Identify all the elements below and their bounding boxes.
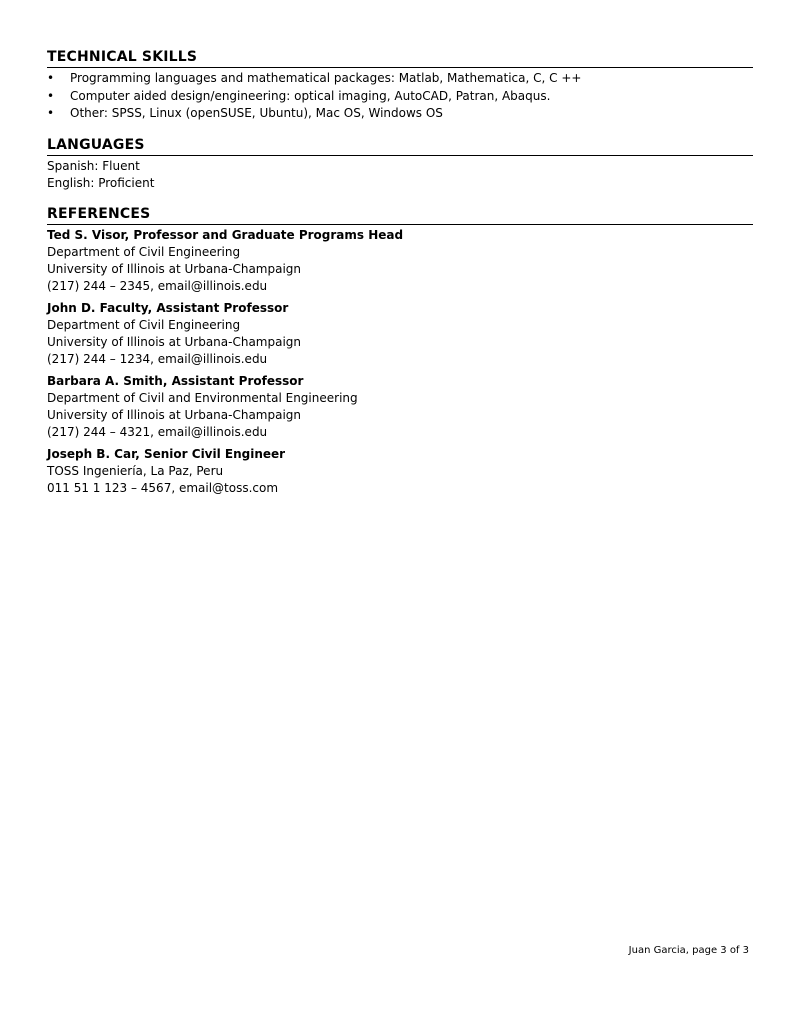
reference-line: University of Illinois at Urbana-Champaign [47, 261, 302, 276]
bullet-icon: • [47, 71, 55, 85]
reference-line: (217) 244 – 2345, email@illinois.edu [47, 278, 268, 293]
reference-entry [47, 446, 753, 497]
reference-line: (217) 244 – 1234, email@illinois.edu [47, 351, 268, 366]
technical-skills-section [47, 48, 753, 123]
list-item-text: Computer aided design/engineering: optical imaging, AutoCAD, Patran, Abaqus. [70, 88, 551, 103]
reference-line: (217) 244 – 4321, email@illinois.edu [47, 424, 268, 439]
list-item [47, 105, 753, 123]
page-footer: Juan Garcia, page 3 of 3 [628, 945, 749, 956]
reference-name: Joseph B. Car, Senior Civil Engineer [47, 446, 286, 461]
reference-line: University of Illinois at Urbana-Champaign [47, 407, 302, 422]
section-heading: LANGUAGES [47, 136, 753, 156]
reference-line: TOSS Ingeniería, La Paz, Peru [47, 463, 224, 478]
resume-page [47, 48, 753, 510]
languages-section [47, 136, 753, 192]
reference-name: Barbara A. Smith, Assistant Professor [47, 373, 304, 388]
list-item [47, 70, 753, 88]
reference-name: Ted S. Visor, Professor and Graduate Programs Head [47, 227, 404, 242]
language-item: English: Proficient [47, 175, 155, 190]
references-section [47, 205, 753, 497]
reference-line: Department of Civil Engineering [47, 244, 241, 259]
list-item [47, 88, 753, 106]
reference-line: 011 51 1 123 – 4567, email@toss.com [47, 480, 279, 495]
section-heading: TECHNICAL SKILLS [47, 48, 753, 68]
reference-name: John D. Faculty, Assistant Professor [47, 300, 289, 315]
reference-line: University of Illinois at Urbana-Champaign [47, 334, 302, 349]
bullet-icon: • [47, 106, 55, 120]
reference-line: Department of Civil Engineering [47, 317, 241, 332]
skills-list [47, 70, 753, 123]
language-item: Spanish: Fluent [47, 158, 140, 173]
list-item-text: Programming languages and mathematical packages: Matlab, Mathematica, C, C ++ [70, 71, 582, 85]
reference-entry [47, 300, 753, 368]
bullet-icon: • [47, 88, 55, 103]
list-item-text: Other: SPSS, Linux (openSUSE, Ubuntu), Mac OS, Windows OS [70, 106, 443, 120]
reference-entry [47, 373, 753, 441]
reference-line: Department of Civil and Environmental Engineering [47, 390, 358, 405]
reference-entry [47, 227, 753, 295]
section-heading: REFERENCES [47, 205, 753, 225]
